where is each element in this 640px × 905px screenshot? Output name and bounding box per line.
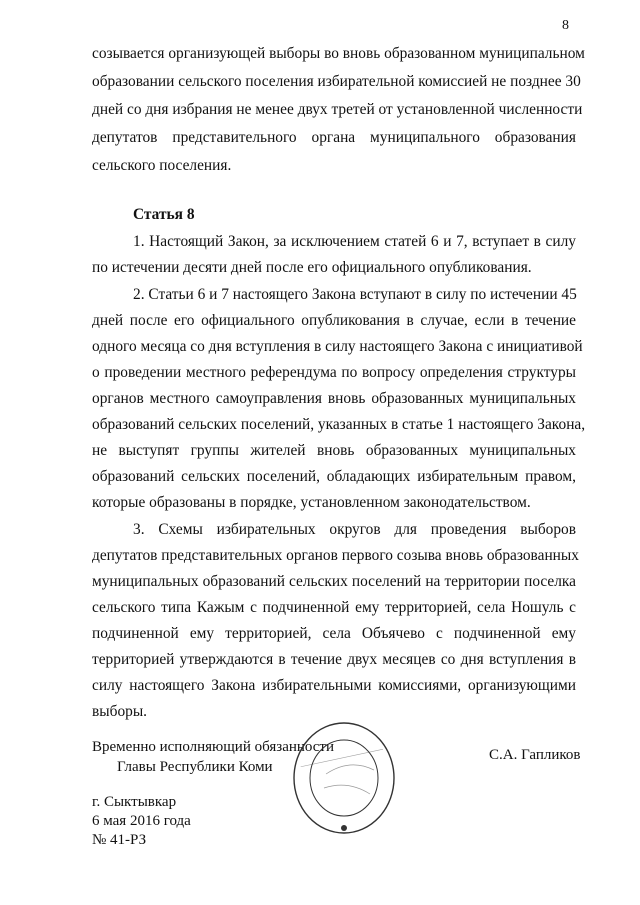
text-line: дней со дня избрания не менее двух третей от установленной численности [92, 101, 583, 118]
text-line: силу настоящего Закона избирательными комиссиями, организующими [92, 677, 576, 694]
text-line: сельского типа Кажым с подчиненной ему территорией, села Ношуль с [92, 599, 576, 616]
signatory-title: Главы Республики Коми [117, 759, 273, 775]
text-line: органов местного самоуправления вновь образованных муниципальных [92, 390, 576, 407]
text-line: не выступят группы жителей вновь образованных муниципальных [92, 442, 576, 459]
text-line: территорией утверждаются в течение двух месяцев со дня вступления в [92, 651, 576, 668]
text-line: образований сельских поселений, указанных в статье 1 настоящего Закона, [92, 416, 586, 433]
text-line: сельского поселения. [92, 157, 232, 174]
signatory-name: С.А. Гапликов [489, 747, 581, 763]
text-line: одного месяца со дня вступления в силу настоящего Закона с инициативой [92, 338, 583, 355]
text-line: о проведении местного референдума по вопросу определения структуры [92, 364, 576, 381]
text-line: муниципальных образований сельских поселений на территории поселка [92, 573, 576, 590]
text-line: образовании сельского поселения избирательной комиссией не позднее 30 [92, 73, 581, 90]
text-line: 2. Статьи 6 и 7 настоящего Закона вступают в силу по истечении 45 [133, 286, 577, 303]
text-line: которые образованы в порядке, установленном законодательством. [92, 494, 531, 511]
article-heading: Статья 8 [133, 206, 195, 223]
document-number: № 41-РЗ [92, 832, 147, 848]
text-line: созывается организующей выборы во вновь образованном муниципальном [92, 45, 585, 62]
signing-place: г. Сыктывкар [92, 794, 177, 810]
text-line: по истечении десяти дней после его официального опубликования. [92, 259, 532, 276]
text-line: подчиненной ему территорией, села Объячево с подчиненной ему [92, 625, 576, 642]
official-stamp [290, 718, 398, 838]
page-number: 8 [562, 18, 569, 33]
signatory-title: Временно исполняющий обязанности [92, 739, 335, 755]
signing-date: 6 мая 2016 года [92, 813, 191, 829]
text-line: дней после его официального опубликования в случае, если в течение [92, 312, 576, 329]
text-line: образований сельских поселений, обладающих избирательным правом, [92, 468, 576, 485]
text-line: выборы. [92, 703, 148, 720]
stamp-seal-icon [290, 718, 398, 838]
text-line: депутатов представительного органа муниципального образования [92, 129, 576, 146]
text-line: 1. Настоящий Закон, за исключением статей 6 и 7, вступает в силу [133, 233, 576, 250]
text-line: 3. Схемы избирательных округов для проведения выборов [133, 521, 576, 538]
text-line: депутатов представительных органов первого созыва вновь образованных [92, 547, 579, 564]
